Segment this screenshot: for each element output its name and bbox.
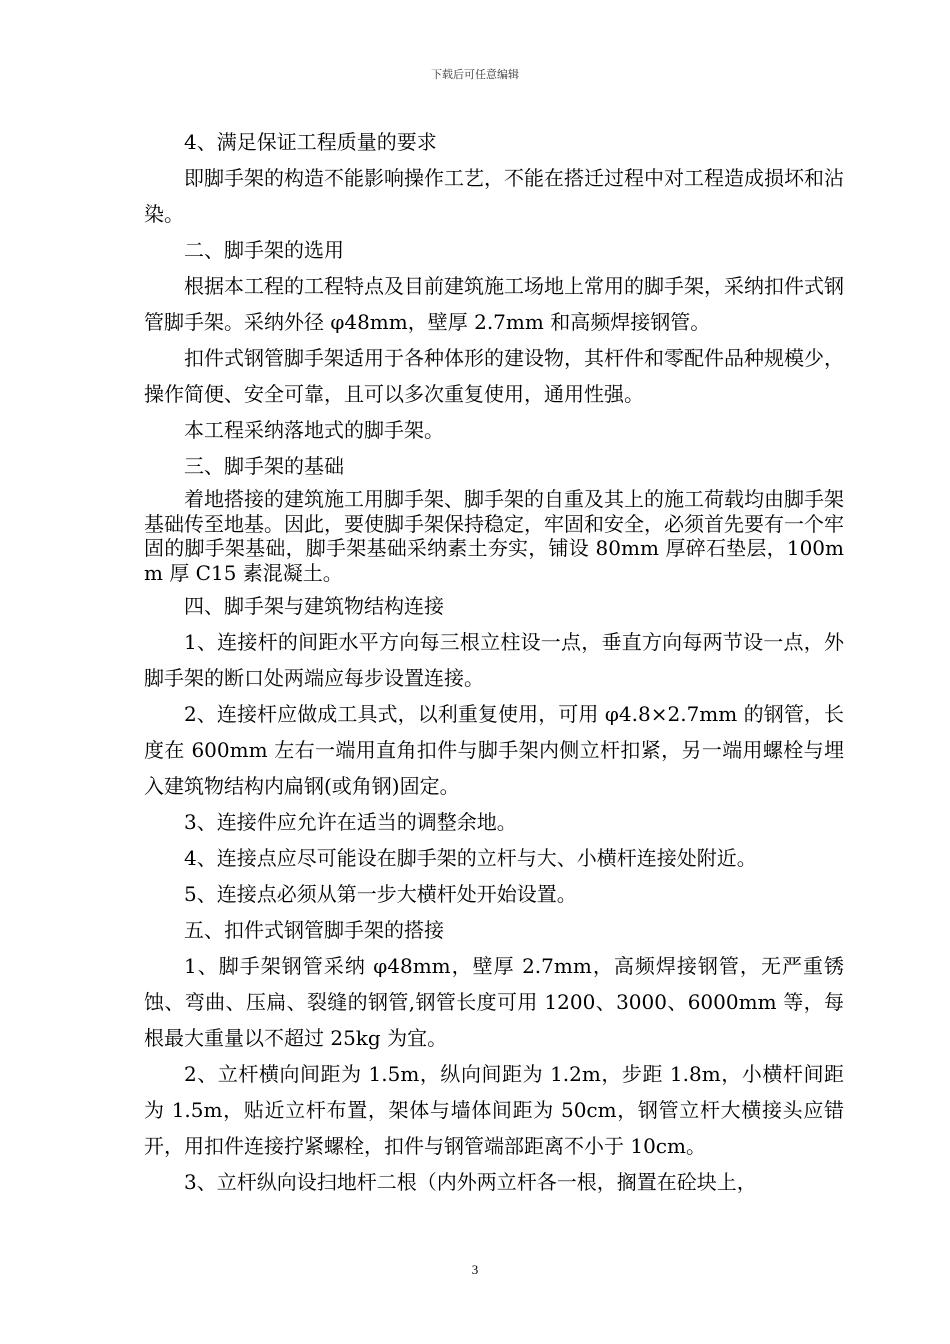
paragraph-scaffold-applicability: 扣件式钢管脚手架适用于各种体形的建设物，其杆件和零配件品种规模少，操作简便、安全可靠，且可以多次重复使用，通用性强。 bbox=[144, 346, 844, 406]
page-number: 3 bbox=[471, 1262, 479, 1277]
paragraph-floor-type: 本工程采纳落地式的脚手架。 bbox=[184, 418, 444, 442]
document-body bbox=[144, 124, 844, 1200]
section-heading-assembly: 五、扣件式钢管脚手架的搭接 bbox=[184, 918, 444, 942]
paragraph-connection-start: 5、连接点必须从第一步大横杆处开始设置。 bbox=[184, 882, 577, 906]
paragraph-steel-pipe: 1、脚手架钢管采纳 φ48mm，壁厚 2.7mm，高频焊接钢管，无严重锈蚀、弯曲、压扁、裂缝的钢管,钢管长度可用 1200、3000、6000mm 等，每根最大重量以不超过 25kg 为宜。 bbox=[144, 954, 844, 1050]
paragraph-connection-tool: 2、连接杆应做成工具式，以利重复使用，可用 φ4.8×2.7mm 的钢管，长度在 600mm 左右一端用直角扣件与脚手架内侧立杆扣紧，另一端用螺栓与埋入建筑物结构内扁钢(或角钢)固定。 bbox=[144, 702, 844, 798]
paragraph-connection-location: 4、连接点应尽可能设在脚手架的立杆与大、小横杆连接处附近。 bbox=[184, 846, 757, 870]
section-heading-selection: 二、脚手架的选用 bbox=[184, 238, 344, 262]
paragraph-scaffold-choice: 根据本工程的工程特点及目前建筑施工场地上常用的脚手架，采纳扣件式钢管脚手架。采纳外径 φ48mm，壁厚 2.7mm 和高频焊接钢管。 bbox=[144, 274, 844, 334]
paragraph-connection-spacing: 1、连接杆的间距水平方向每三根立柱设一点，垂直方向每两节设一点，外脚手架的断口处两端应每步设置连接。 bbox=[144, 630, 844, 690]
section-heading-foundation: 三、脚手架的基础 bbox=[184, 454, 344, 478]
paragraph-foundation-details: 着地搭接的建筑施工用脚手架、脚手架的自重及其上的施工荷载均由脚手架基础传至地基。因此，要使脚手架保持稳定，牢固和安全，必须首先要有一个牢固的脚手架基础，脚手架基础采纳素土夯实，铺设 80mm 厚碎石垫层，100mm 厚 C15 素混凝土。 bbox=[144, 487, 844, 585]
paragraph-connection-adjustment: 3、连接件应允许在适当的调整余地。 bbox=[184, 810, 517, 834]
paragraph-pole-spacing: 2、立杆横向间距为 1.5m，纵向间距为 1.2m，步距 1.8m，小横杆间距为 1.5m，贴近立杆布置，架体与墙体间距为 50cm，钢管立杆大横接头应错开，用扣件连接拧紧螺栓，扣件与钢管端部距离不小于 10cm。 bbox=[144, 1062, 844, 1158]
page-header: 下载后可任意编辑 bbox=[431, 68, 519, 81]
paragraph-requirement-quality: 4、满足保证工程质量的要求 bbox=[184, 130, 437, 154]
section-heading-connection: 四、脚手架与建筑物结构连接 bbox=[184, 594, 444, 618]
paragraph-sweep-bar: 3、立杆纵向设扫地杆二根（内外两立杆各一根，搁置在砼块上， bbox=[184, 1170, 757, 1194]
paragraph-construction-process: 即脚手架的构造不能影响操作工艺，不能在搭迁过程中对工程造成损坏和沾染。 bbox=[144, 166, 844, 226]
